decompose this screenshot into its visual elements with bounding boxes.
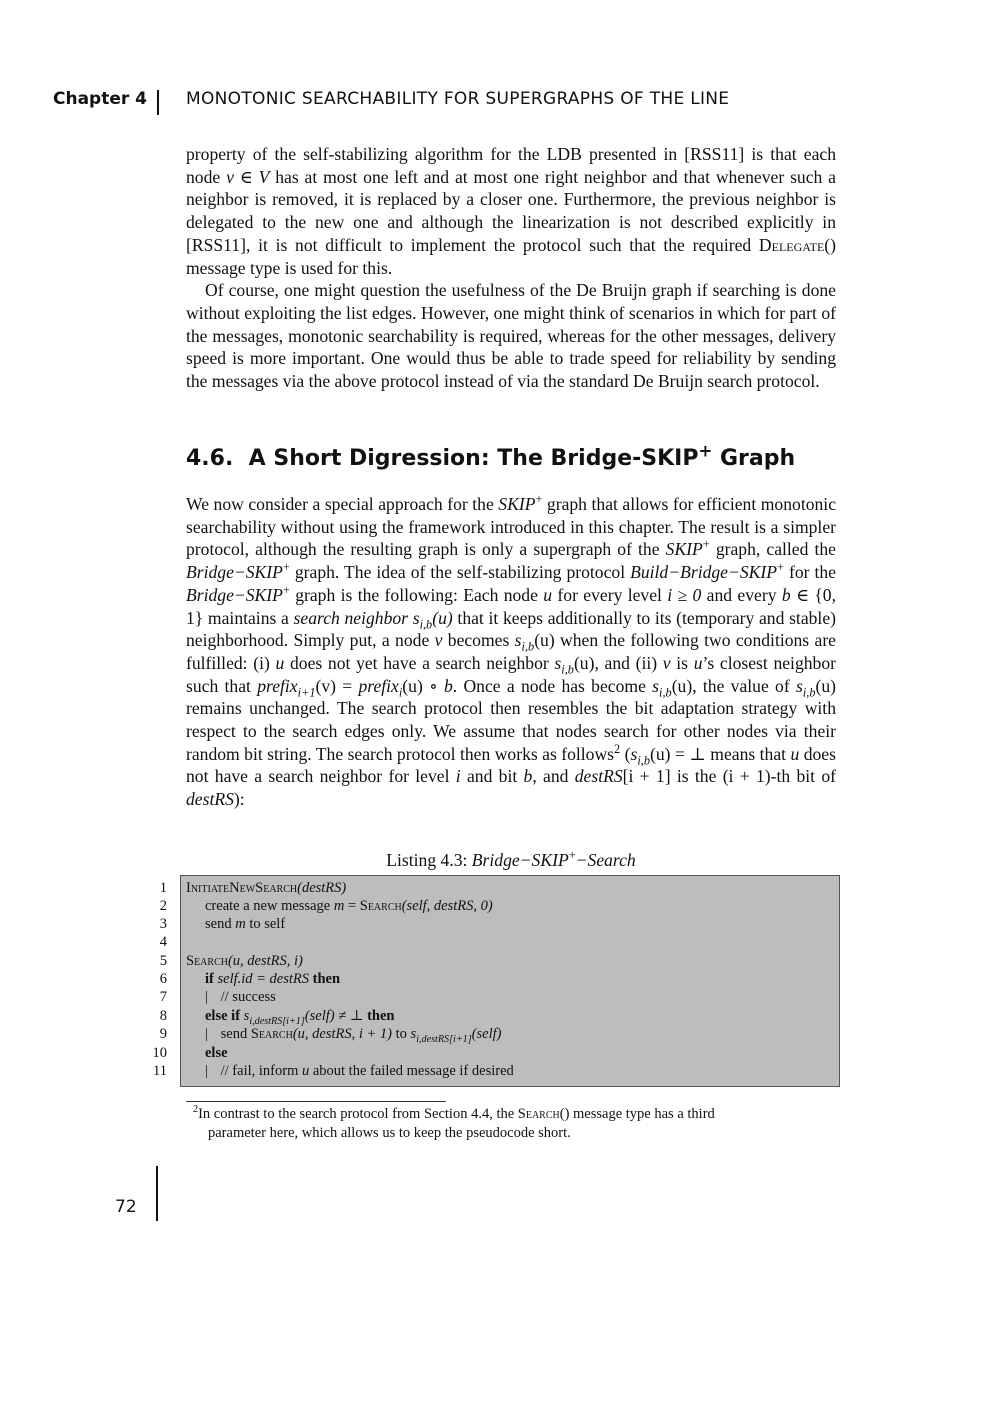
footnote: $^2$In contrast to the search protocol from Section 4.4, the Search() message type has a third parameter here, which allows us to keep the pseudocode short.: [193, 1104, 715, 1141]
line-number: 8: [159, 1008, 167, 1024]
chapter-title: MONOTONIC SEARCHABILITY FOR SUPERGRAPHS OF THE LINE: [186, 89, 730, 109]
code-line-11: | // fail, inform u about the failed message if desired: [205, 1063, 514, 1079]
code-line-7: | // success: [205, 989, 276, 1005]
line-number: 4: [159, 934, 167, 950]
line-number: 1: [159, 880, 167, 896]
page-number: 72: [115, 1197, 137, 1217]
code-line-1: InitiateNewSearch(destRS): [186, 880, 347, 896]
line-number: 2: [159, 898, 167, 914]
line-number: 9: [159, 1026, 167, 1042]
line-number: 7: [159, 989, 167, 1005]
paragraph-3: We now consider a special approach for the SKIP+ graph that allows for efficient monotonic searchability without using the framework introduced in this chapter. The result is a simpler protocol, although the resulting graph is only a supergraph of the SKIP+ graph, called the Bridge−SKIP+ graph. The idea of the self-stabilizing protocol Build−Bridge−SKIP+ for the Bridge−SKIP+ graph is the following: Each node u for every level i ≥ 0 and every b ∈ {0, 1} maintains a search neighbor $s_{i,b}(u)$ that it keeps additionally to its (temporary and stable) neighborhood. Simply put, a node v becomes $s_{i,b}(u)$ when the following two conditions are fulfilled: (i) u does not yet have a search neighbor $s_{i,b}(u)$, and (ii) v is u’s closest neighbor such that prefix$_{i+1}$(v) = prefix$_i$(u) ∘ b. Once a node has become $s_{i,b}(u)$, the value of $s_{i,b}(u)$ remains unchanged. The search protocol then resembles the bit adaptation strategy with respect to the search edges only. We assume that nodes search for other nodes via their random bit string. The search protocol then works as follows$^2$ ($s_{i,b}(u)$ = ⊥ means that u does not have a search neighbor for level i and bit b, and destRS[i + 1] is the (i + 1)-th bit of destRS):: [186, 492, 837, 810]
code-line-8: else if $s_{i,destRS[i+1]}(self)$ ≠ ⊥ then: [205, 1008, 395, 1027]
code-line-10: else: [205, 1045, 228, 1061]
footnote-divider: [186, 1101, 446, 1102]
section-heading: 4.6. A Short Digression: The Bridge-SKIP+ Graph: [186, 441, 796, 471]
code-line-6: if self.id = destRS then: [205, 971, 341, 987]
line-number: 6: [159, 971, 167, 987]
code-line-9: | send Search(u, destRS, i + 1) to $s_{i,destRS[i+1]}(self)$: [205, 1026, 502, 1045]
line-number: 5: [159, 953, 167, 969]
header-divider: [157, 90, 159, 115]
listing-caption: Listing 4.3: Bridge−SKIP+−Search: [386, 848, 636, 870]
chapter-label: Chapter 4: [53, 89, 148, 109]
paragraph-2: Of course, one might question the usefulness of the De Bruijn graph if searching is done without exploiting the list edges. However, one might think of scenarios in which for part of the messages, monotonic searchability is required, whereas for the other messages, delivery speed is more important. One would thus be able to trade speed for reliability by sending the messages via the above protocol instead of via the standard De Bruijn search protocol.: [186, 280, 836, 392]
line-number: 3: [159, 916, 167, 932]
body-text-top: [186, 143, 836, 393]
section-body: [186, 493, 836, 811]
line-number: 11: [153, 1063, 167, 1079]
code-line-3: send m to self: [205, 916, 286, 932]
footer-divider: [156, 1166, 158, 1221]
code-line-2: create a new message m = Search(self, destRS, 0): [205, 898, 493, 914]
paragraph-1: property of the self-stabilizing algorithm for the LDB presented in [RSS11] is that each node v ∈ V has at most one left and at most one right neighbor and that whenever such a neighbor is removed, it is replaced by a closer one. Furthermore, the previous neighbor is delegated to the new one and although the linearization is not described explicitly in [RSS11], it is not difficult to implement the protocol such that the required Delegate() message type is used for this.: [186, 144, 836, 278]
code-line-5: Search(u, destRS, i): [186, 953, 303, 969]
line-number: 10: [152, 1045, 167, 1061]
